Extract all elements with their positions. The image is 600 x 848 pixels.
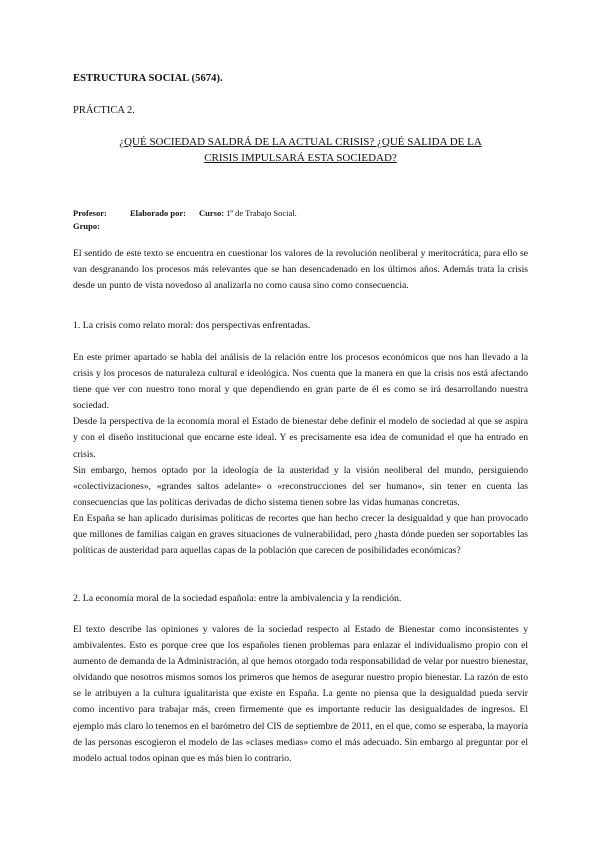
section-2-heading: 2. La economía moral de la sociedad española: entre la ambivalencia y la rendición.: [73, 593, 402, 604]
section-1-heading: 1. La crisis como relato moral: dos perspectivas enfrentadas.: [73, 320, 311, 331]
curso-label: Curso:: [199, 208, 225, 218]
section-1-paragraph: En España se han aplicado durísimas políticas de recortes que han hecho crecer la desigualdad y que han provocado que millones de familias caigan en graves situaciones de vulnerabilidad, pero ¿hasta dónde pueden ser soportables las políticas de austeridad para aquellas capas de la población que carecen de posibilidades económicas?: [73, 512, 528, 557]
profesor-label: Profesor:: [73, 208, 107, 218]
title-line-1: ¿QUÉ SOCIEDAD SALDRÁ DE LA ACTUAL CRISIS? ¿QUÉ SALIDA DE LA: [119, 136, 482, 148]
practice-number: PRÁCTICA 2.: [73, 105, 135, 116]
grupo-label: Grupo:: [73, 221, 100, 231]
curso-value: 1º de Trabajo Social.: [226, 208, 297, 218]
curso-field: [199, 208, 297, 218]
elaborado-label: Elaborado por:: [130, 208, 186, 218]
section-1-paragraph: Sin embargo, hemos optado por la ideología de la austeridad y la visión neoliberal del mundo, persiguiendo «colectivizaciones», «grandes saltos adelante» o «reconstrucciones del ser humano», sin tener en cuenta las consecuencias que las políticas derivadas de dicho sistema tienen sobre las vidas humanas concretas.: [73, 464, 528, 508]
title-line-2: CRISIS IMPULSARÁ ESTA SOCIEDAD?: [204, 152, 397, 164]
document-title: [73, 134, 528, 166]
intro-paragraph: El sentido de este texto se encuentra en cuestionar los valores de la revolución neoliberal y meritocrática, para ello se van desgranando los procesos más relevantes que se han desencadenado en los últimos años. Además trata la crisis desde un punto de vista novedoso al analizarla no como causa sino como consecuencia.: [73, 248, 528, 292]
section-1-paragraph: Desde la perspectiva de la economía moral el Estado de bienestar debe definir el modelo de sociedad al que se aspira y con el diseño institucional que encarne este ideal. Y es precisamente esa idea de comunidad el que ha entrado en crisis.: [73, 416, 528, 460]
section-2-paragraph: El texto describe las opiniones y valores de la sociedad respecto al Estado de Bienestar como inconsistentes y ambivalentes. Esto es porque cree que los españoles tienen problemas para enlazar el individualismo propio con el aumento de demanda de la Administración, al que hemos otorgado toda responsabilidad de velar por nuestro bienestar, olvidando que nosotros mismos somos los primeros que hemos de asegurar nuestro propio bienestar. La razón de esto se le atribuyen a la cultura igualitarista que existe en España. La gente no piensa que la desigualdad pueda servir como incentivo para trabajar más, creen firmemente que es importante reducir las desigualdades de ingresos. El ejemplo más claro lo tenemos en el barómetro del CIS de septiembre de 2011, en el que, como se esperaba, la mayoría de las personas escogieron el modelo de las «clases medias» como el más adecuado. Sin embargo al preguntar por el modelo actual todos opinan que es más bien lo contrario.: [73, 624, 529, 764]
section-1-body: [73, 350, 528, 559]
course-code: ESTRUCTURA SOCIAL (5674).: [73, 73, 223, 84]
section-1-paragraph: En este primer apartado se habla del análisis de la relación entre los procesos económicos que nos han llevado a la crisis y los procesos de naturaleza cultural e ideológica. Nos cuenta que la manera en que la crisis nos está afectando tiene que ver con nuestro tono moral y que dependiendo en gran parte de él es como se irá desarrollando nuestra sociedad.: [73, 352, 528, 412]
